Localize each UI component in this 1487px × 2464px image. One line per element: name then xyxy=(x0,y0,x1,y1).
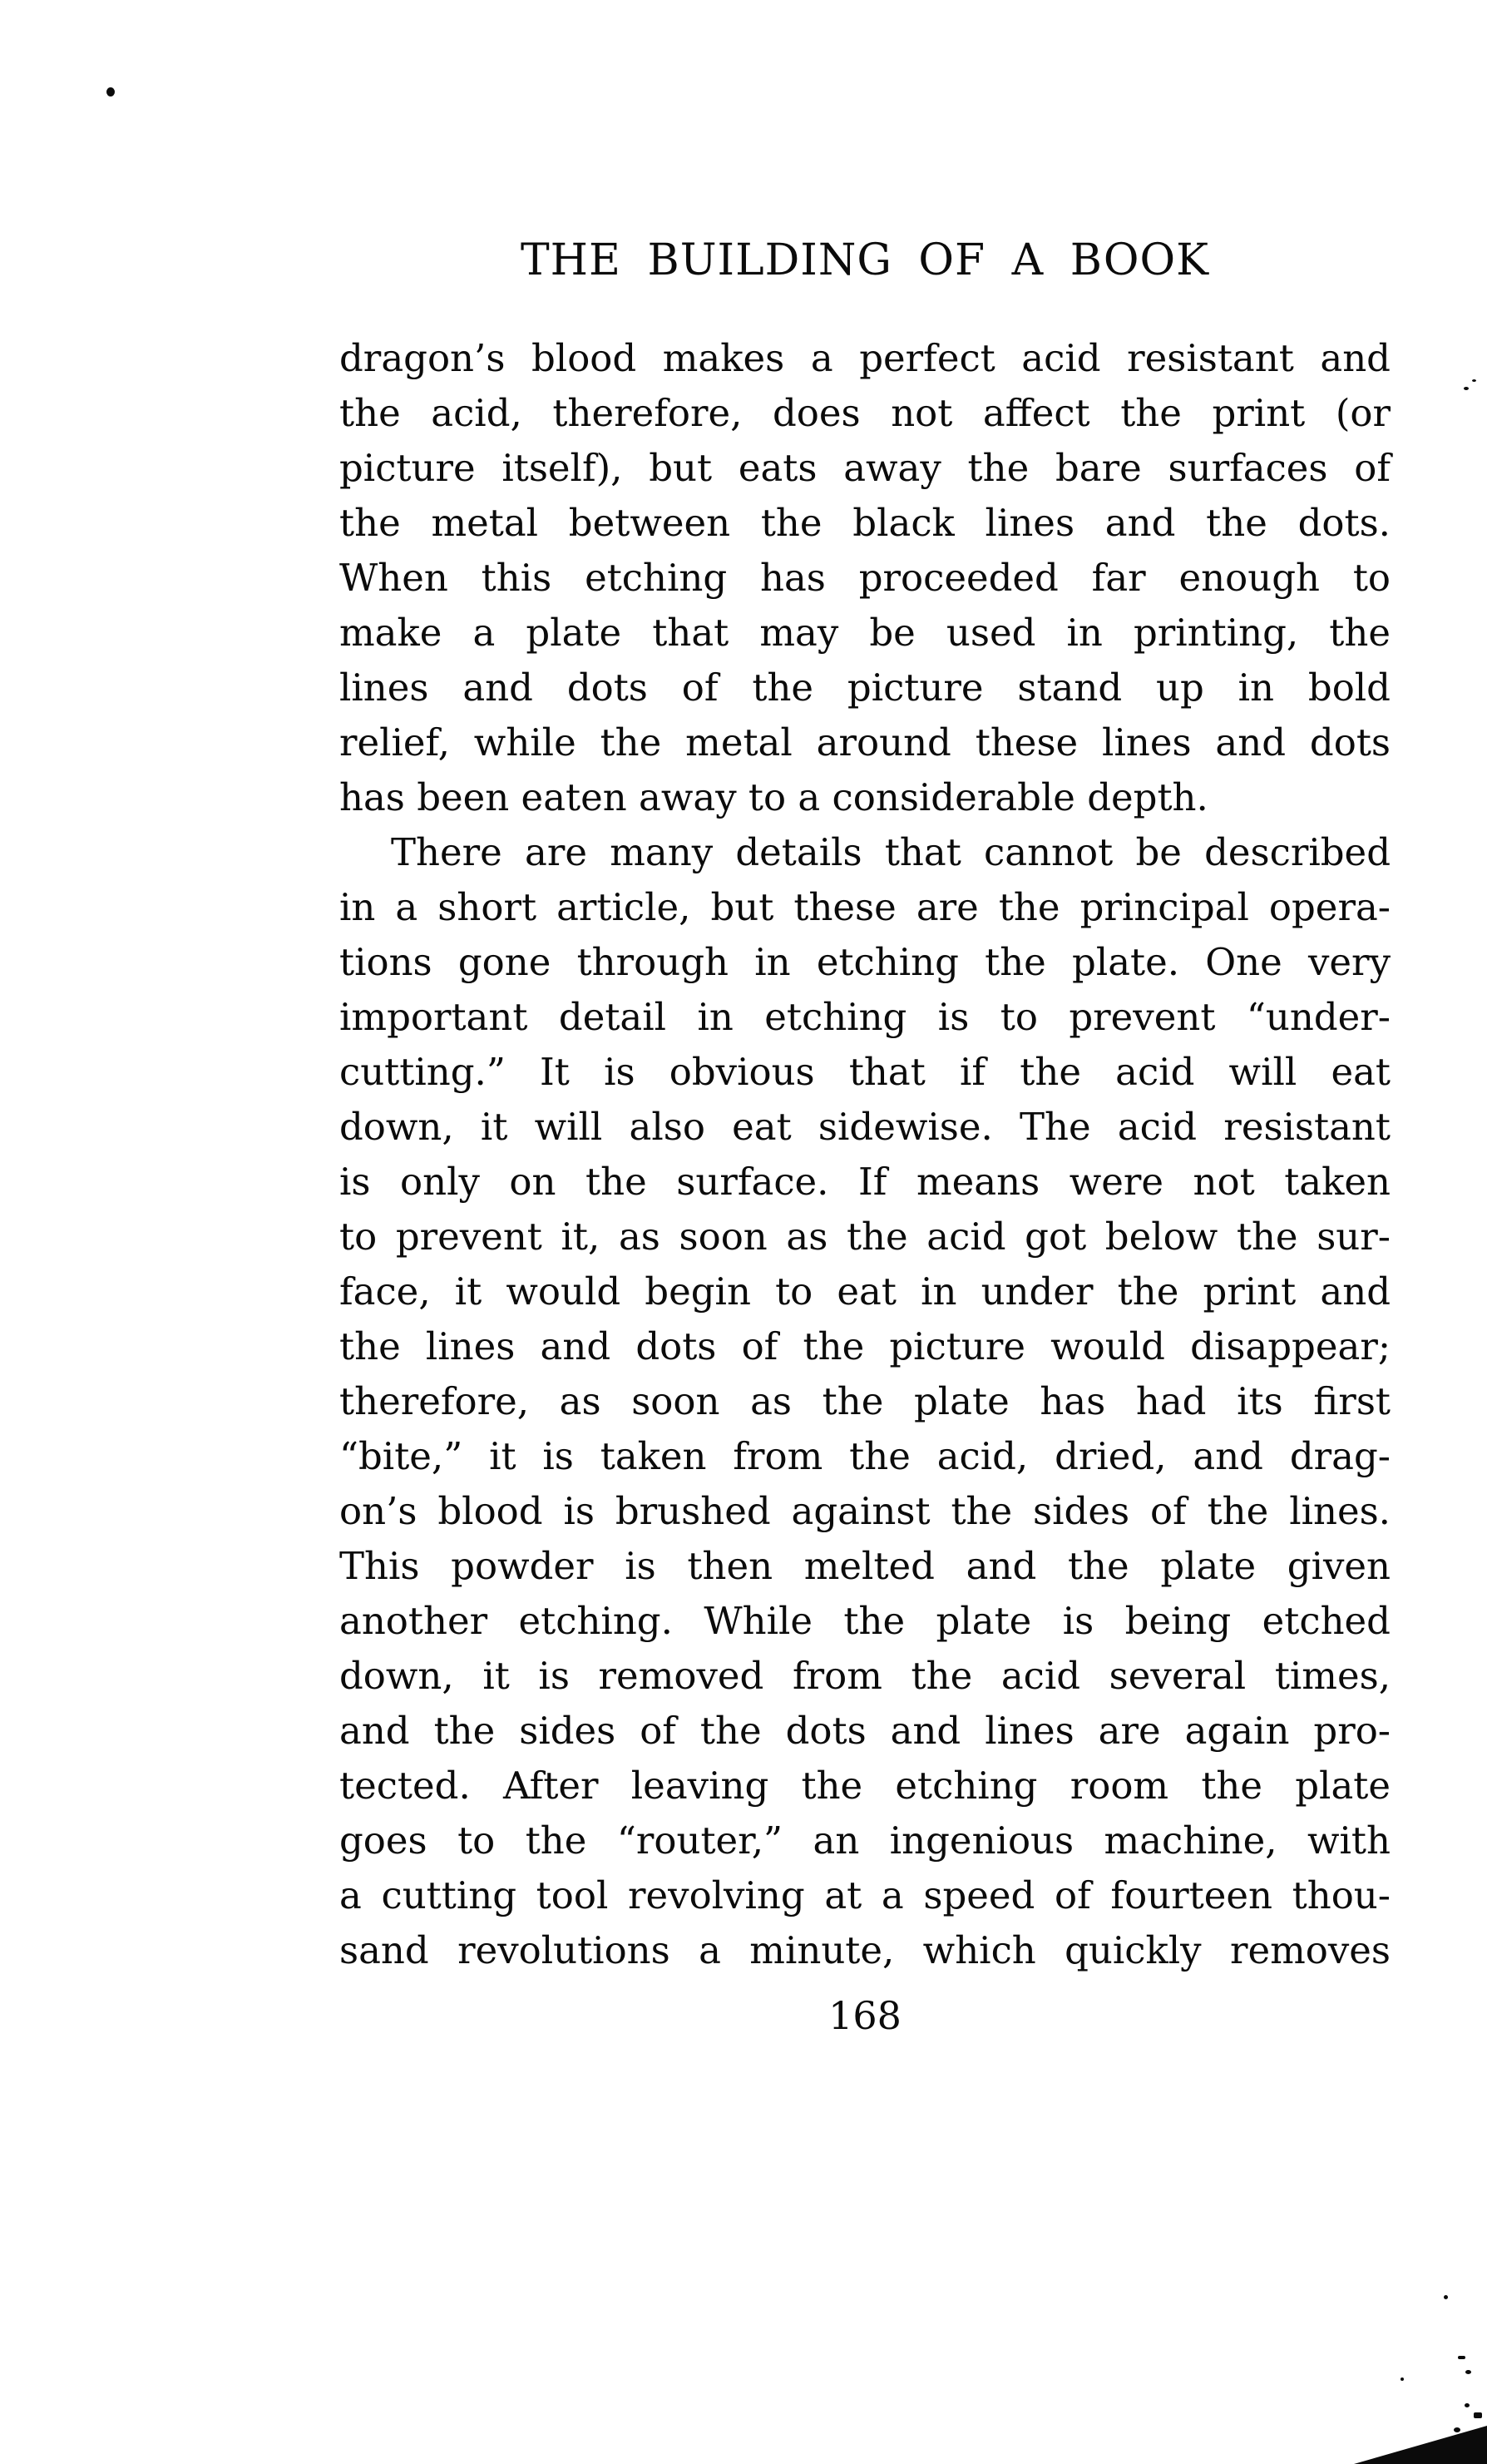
text-line: relief, while the metal around these lines and dots xyxy=(339,720,1391,764)
text-line: picture itself), but eats away the bare surfaces of xyxy=(339,446,1391,490)
scan-speck xyxy=(1444,2295,1448,2299)
text-line: tions gone through in etching the plate. One very xyxy=(339,940,1391,984)
text-line: “bite,” it is taken from the acid, dried, and drag- xyxy=(339,1434,1391,1478)
scan-corner-shadow xyxy=(1354,2422,1487,2464)
text-line: down, it will also eat sidewise. The acid resistant xyxy=(339,1105,1391,1149)
text-line: to prevent it, as soon as the acid got below the sur- xyxy=(339,1215,1391,1259)
text-line: is only on the surface. If means were not taken xyxy=(339,1160,1391,1204)
text-line: the acid, therefore, does not affect the print (or xyxy=(339,391,1391,435)
page-number: 168 xyxy=(828,1993,902,2038)
text-line: This powder is then melted and the plate given xyxy=(339,1544,1391,1588)
text-line: on’s blood is brushed against the sides of the lines. xyxy=(339,1489,1391,1533)
text-line: another etching. While the plate is being etched xyxy=(339,1599,1391,1643)
text-line: cutting.” It is obvious that if the acid will eat xyxy=(339,1050,1391,1094)
text-line: has been eaten away to a considerable depth. xyxy=(339,775,1208,819)
scan-speck xyxy=(1474,2412,1482,2418)
scan-speck xyxy=(106,87,115,96)
scan-speck xyxy=(1472,379,1476,382)
text-line: dragon’s blood makes a perfect acid resistant and xyxy=(339,336,1391,380)
scan-speck xyxy=(1458,2356,1465,2359)
running-header: THE BUILDING OF A BOOK xyxy=(520,235,1210,285)
text-line: face, it would begin to eat in under the print and xyxy=(339,1269,1391,1314)
text-line: There are many details that cannot be described xyxy=(391,830,1391,874)
text-line: make a plate that may be used in printing, the xyxy=(339,611,1391,655)
text-line: therefore, as soon as the plate has had its first xyxy=(339,1379,1391,1423)
scan-speck xyxy=(1401,2377,1404,2381)
text-line: sand revolutions a minute, which quickly removes xyxy=(339,1928,1391,1972)
text-line: goes to the “router,” an ingenious machine, with xyxy=(339,1818,1391,1863)
text-line: the metal between the black lines and the dots. xyxy=(339,501,1391,545)
text-line: When this etching has proceeded far enough to xyxy=(339,556,1391,600)
text-line: lines and dots of the picture stand up in bold xyxy=(339,665,1391,710)
text-column xyxy=(339,235,1391,2043)
text-line: the lines and dots of the picture would disappear; xyxy=(339,1324,1391,1368)
text-line: and the sides of the dots and lines are again pro- xyxy=(339,1709,1391,1753)
text-line: in a short article, but these are the principal opera- xyxy=(339,885,1391,929)
text-line: tected. After leaving the etching room the plate xyxy=(339,1764,1391,1808)
text-line: a cutting tool revolving at a speed of fourteen thou- xyxy=(339,1873,1391,1917)
text-line: important detail in etching is to prevent “under- xyxy=(339,995,1391,1039)
text-line: down, it is removed from the acid several times, xyxy=(339,1654,1391,1698)
body-text xyxy=(339,331,1391,1978)
scan-speck xyxy=(1464,387,1469,390)
scan-speck xyxy=(1465,2403,1470,2407)
scan-speck xyxy=(1465,2370,1471,2374)
scan-speck xyxy=(1454,2427,1460,2432)
